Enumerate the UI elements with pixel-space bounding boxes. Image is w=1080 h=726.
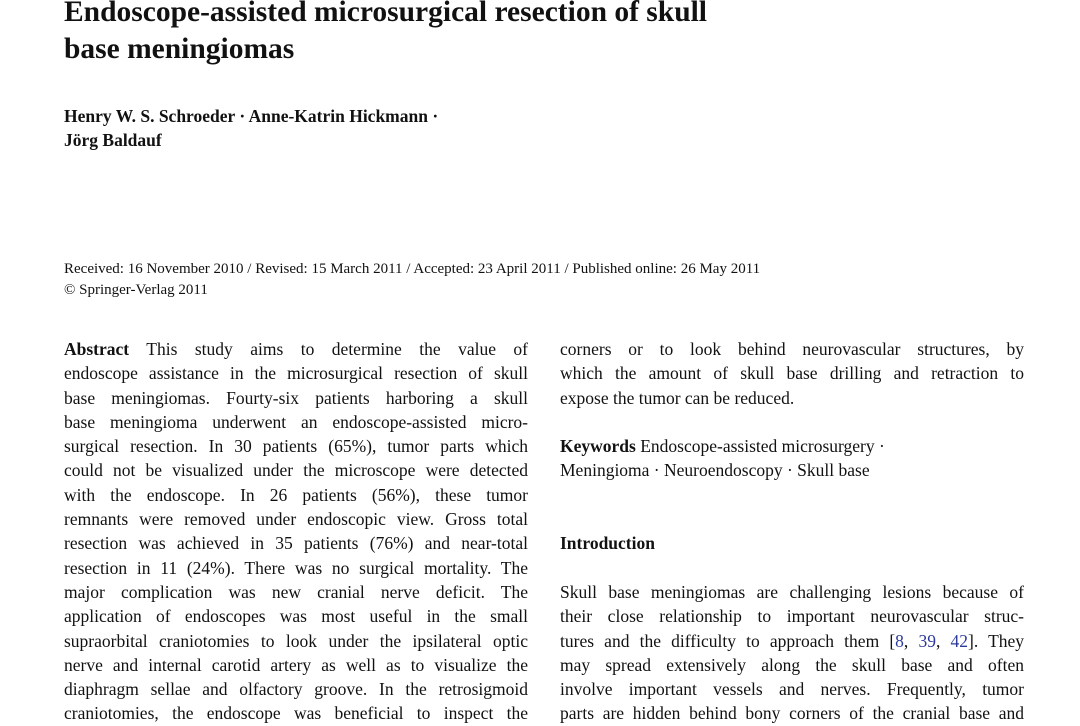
intro-line: involve important vessels and nerves. Frequently, tumor: [560, 679, 1024, 700]
copyright-notice: © Springer-Verlag 2011: [64, 282, 208, 298]
article-title-line: Endoscope-assisted microsurgical resection of skull: [64, 0, 707, 28]
intro-line: their close relationship to important neurovascular struc-: [560, 606, 1024, 627]
abstract-line: base meningiomas. Fourty-six patients harboring a skull: [64, 387, 528, 408]
abstract-continued: [560, 337, 1024, 410]
abstract-line: supraorbital craniotomies to look under the ipsilateral optic: [64, 630, 528, 651]
article-title: [64, 0, 964, 68]
abstract-line: nerve and internal carotid artery as well as to visualize the: [64, 654, 528, 675]
abstract-text: This study aims to determine the value of: [129, 339, 528, 359]
intro-line: may spread extensively along the skull base and often: [560, 654, 1024, 675]
abstract-line: resection was achieved in 35 patients (76%) and near-total: [64, 533, 528, 554]
abstract-heading: Abstract: [64, 339, 130, 359]
abstract-line: endoscope assistance in the microsurgical resection of skull: [64, 363, 528, 384]
citation-link[interactable]: 39: [918, 630, 936, 651]
abstract-line: application of endoscopes was most useful in the small: [64, 606, 528, 627]
intro-text: tures and the difficulty to approach them [: [560, 630, 896, 651]
intro-line: Skull base meningiomas are challenging lesions because of: [560, 582, 1024, 602]
abstract-line: major complication was new cranial nerve deficit. The: [64, 581, 528, 602]
abstract-line: remnants were removed under endoscopic view. Gross total: [64, 509, 528, 530]
abstract-line: which the amount of skull base drilling and retraction to: [560, 363, 1024, 384]
author-line: Henry W. S. Schroeder · Anne-Katrin Hickmann ·: [64, 106, 439, 126]
abstract-line: craniotomies, the endoscope was beneficial to inspect the: [64, 703, 528, 724]
keywords-line: [560, 434, 1024, 458]
citation-link[interactable]: 42: [950, 630, 969, 651]
keywords-section: [560, 434, 1024, 483]
article-title-line: base meningiomas: [64, 33, 295, 65]
keywords-text: Endoscope-assisted microsurgery ·: [635, 436, 885, 456]
keywords-line: Meningioma · Neuroendoscopy · Skull base: [560, 460, 870, 481]
abstract-line: corners or to look behind neurovascular structures, by: [560, 339, 1024, 359]
abstract-line: diaphragm sellae and olfactory groove. In the retrosigmoid: [64, 679, 528, 700]
history-dates: Received: 16 November 2010 / Revised: 15 March 2011 / Accepted: 23 April 2011 / Published online: 26 May 2011: [64, 261, 761, 277]
abstract-line: [64, 337, 528, 361]
abstract-line: surgical resection. In 30 patients (65%), tumor parts which: [64, 436, 528, 457]
abstract-line: resection in 11 (24%). There was no surgical mortality. The: [64, 557, 528, 578]
introduction-body: [560, 580, 1024, 726]
abstract-line: base meningioma underwent an endoscope-assisted micro-: [64, 411, 528, 432]
author-line: Jörg Baldauf: [64, 130, 162, 150]
intro-line: tures and the difficulty to approach them [8, 39, 42]. They: [560, 630, 1025, 651]
abstract-line: expose the tumor can be reduced.: [560, 387, 795, 408]
author-list: [64, 104, 438, 152]
abstract-section: [64, 337, 528, 726]
introduction-heading: Introduction: [560, 533, 655, 553]
keywords-heading: Keywords: [560, 436, 636, 456]
abstract-line: could not be visualized under the microscope were detected: [64, 460, 528, 481]
citation-link[interactable]: 8: [895, 630, 904, 651]
publication-history: [64, 259, 760, 301]
abstract-line: with the endoscope. In 26 patients (56%), these tumor: [64, 484, 528, 505]
intro-text: ]. They: [968, 630, 1025, 651]
intro-line: parts are hidden behind bony corners of the cranial base and: [560, 703, 1024, 724]
